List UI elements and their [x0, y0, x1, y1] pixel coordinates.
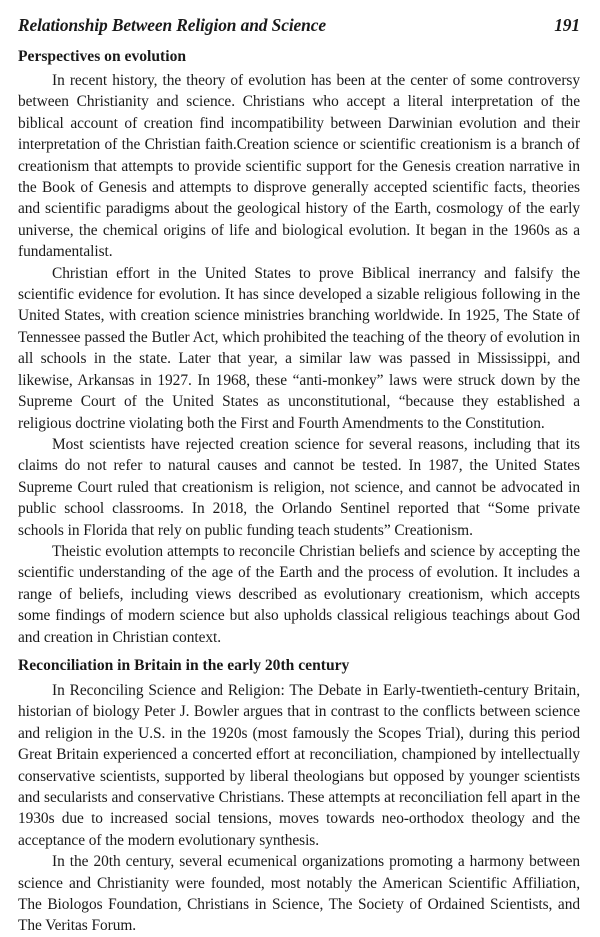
paragraph: Most scientists have rejected creation science for several reasons, including that its claims do not refer to natural causes and cannot be tested. In 1987, the United States Supreme Court ruled that creationism is religion, not science, and cannot be advocated in public school classrooms. In 2018, the Orlando Sentinel reported that “Some private schools in Florida that rely on public funding teach students” Creationism.	[18, 435, 580, 539]
paragraph: Theistic evolution attempts to reconcile Christian beliefs and science by accepting the scientific understanding of the age of the Earth and the process of evolution. It includes a range of beliefs, including views described as evolutionary creationism, which accepts some findings of modern science but also upholds classical religious teachings about God and creation in Christian context.	[18, 542, 580, 646]
paragraph: Christian effort in the United States to prove Biblical inerrancy and falsify the scientific evidence for evolution. It has since developed a sizable religious following in the United States, with creation science ministries branching worldwide. In 1925, The State of Tennessee passed the Butler Act, which prohibited the teaching of the theory of evolution in all schools in the state. Later that year, a similar law was passed in Mississippi, and likewise, Arkansas in 1927. In 1968, these “anti-monkey” laws were struck down by the Supreme Court of the United States as unconstitutional, “because they established a religious doctrine violating both the First and Fourth Amendments to the Constitution.	[18, 264, 580, 432]
book-page	[18, 0, 580, 937]
section-reconciliation-in-britain	[18, 655, 580, 937]
paragraph: In recent history, the theory of evolution has been at the center of some controversy between Christianity and science. Christians who accept a literal interpretation of the biblical account of creation find incompatibility between Darwinian evolution and their interpretation of the Christian faith.Creation science or scientific creationism is a branch of creationism that attempts to provide scientific support for the Genesis creation narrative in the Book of Genesis and attempts to disprove generally accepted scientific facts, theories and scientific paradigms about the geological history of the Earth, cosmology of the early universe, the chemical origins of life and biological evolution. It began in the 1960s as a fundamentalist.	[18, 72, 580, 261]
section-heading: Perspectives on evolution	[18, 48, 187, 65]
paragraph: In Reconciling Science and Religion: The Debate in Early-twentieth-century Britain, historian of biology Peter J. Bowler argues that in contrast to the conflicts between science and religion in the U.S. in the 1920s (most famously the Scopes Trial), during this period Great Britain experienced a concerted effort at reconciliation, championed by intellectually conservative scientists, supported by liberal theologians but opposed by younger scientists and secularists and conservative Christians. These attempts at reconciliation fell apart in the 1930s due to increased social tensions, moves towards neo-orthodox theology and the acceptance of the modern evolutionary synthesis.	[18, 681, 580, 849]
section-heading: Reconciliation in Britain in the early 20th century	[18, 656, 350, 674]
section-perspectives-on-evolution	[18, 46, 580, 648]
paragraph: In the 20th century, several ecumenical organizations promoting a harmony between science and Christianity were founded, most notably the American Scientific Affiliation, The Biologos Foundation, Christians in Science, The Society of Ordained Scientists, and The Veritas Forum.	[18, 853, 580, 935]
running-head	[18, 15, 580, 37]
running-title: Relationship Between Religion and Science	[18, 15, 326, 35]
page-number: 191	[554, 15, 580, 35]
